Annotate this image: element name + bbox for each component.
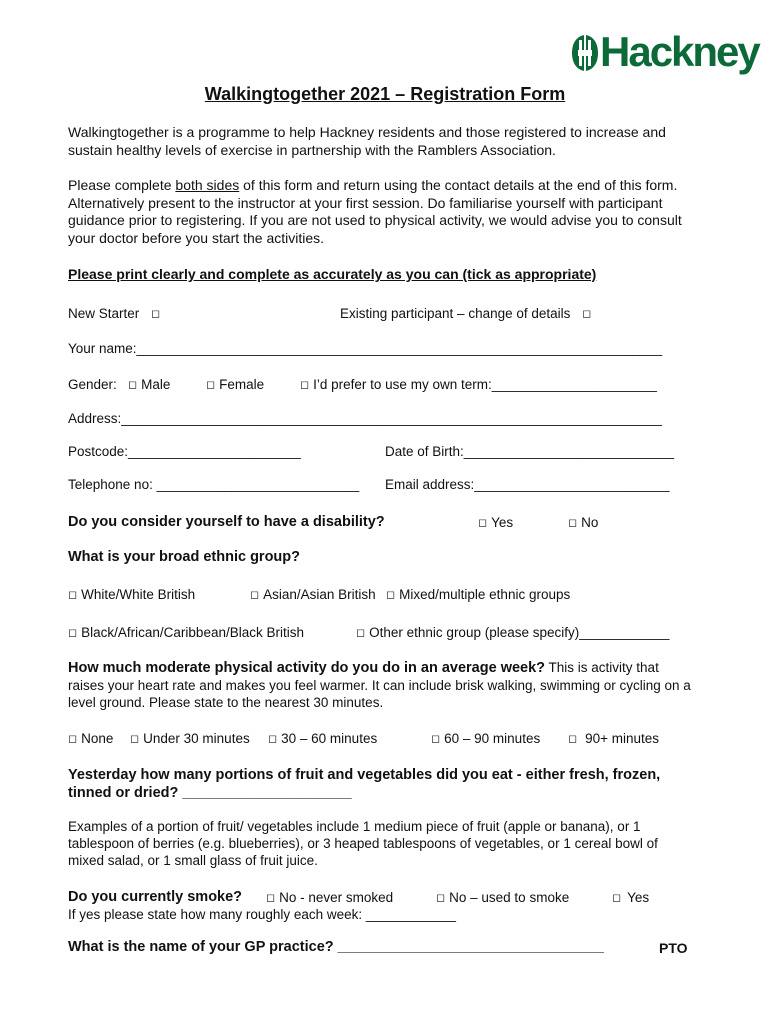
ethnic-asian-option[interactable]	[250, 587, 376, 602]
fruit-examples: Examples of a portion of fruit/ vegetables include 1 medium piece of fruit (apple or banana), or 1 tablespoon of berries (e.g. blueberries), or 3 heaped tablespoons of vegetables, or 1 cereal bowl of mixed salad, or 1 small glass of fruit juice.	[68, 819, 658, 868]
logo-text: Hackney	[600, 28, 759, 75]
disability-no-option[interactable]	[568, 515, 598, 530]
gender-female-checkbox[interactable]: ◻	[206, 379, 216, 391]
gender-male-label: Male	[141, 377, 171, 392]
ethnic-mixed-label: Mixed/multiple ethnic groups	[399, 587, 571, 602]
activity-60-90-option[interactable]	[431, 731, 540, 746]
instructions-underlined: both sides	[175, 177, 240, 193]
smoke-followup-field[interactable]: If yes please state how many roughly each week: ____________	[68, 907, 457, 922]
smoke-question: Do you currently smoke?	[68, 889, 243, 905]
activity-30-60-checkbox[interactable]: ◻	[268, 733, 278, 745]
gender-own-term-label: I’d prefer to use my own term:______________________	[313, 377, 657, 392]
smoke-never-option[interactable]	[266, 890, 393, 905]
new-starter-row[interactable]	[68, 306, 164, 321]
intro-paragraph: Walkingtogether is a programme to help Hackney residents and those registered to increase and sustain healthy levels of exercise in partnership with the Ramblers Association.	[68, 124, 666, 158]
gender-male-checkbox[interactable]: ◻	[128, 379, 138, 391]
ethnic-asian-label: Asian/Asian British	[263, 587, 376, 602]
activity-60-90-label: 60 – 90 minutes	[444, 731, 541, 746]
disability-no-checkbox[interactable]: ◻	[568, 517, 578, 529]
gp-question-field[interactable]: What is the name of your GP practice? _________________________________	[68, 939, 604, 955]
activity-none-checkbox[interactable]: ◻	[68, 733, 78, 745]
gender-own-term-checkbox[interactable]: ◻	[300, 379, 310, 391]
ethnic-other-label: Other ethnic group (please specify)____________	[369, 625, 670, 640]
instructions-post: of this form and return using the contact details at the end of this form. Alternatively present to the instructor at your first session. Do familiarise yourself with participant guidance prior to registering. If you are not used to physical activity, we would advise you to consult your doctor before you start the activities.	[68, 177, 682, 246]
fruit-question[interactable]: Yesterday how many portions of fruit and vegetables did you eat - either fresh, frozen, tinned or dried? _____________________	[68, 767, 661, 801]
ethnic-mixed-checkbox[interactable]: ◻	[386, 589, 396, 601]
activity-90plus-checkbox[interactable]: ◻	[568, 733, 578, 745]
smoke-used-checkbox[interactable]: ◻	[436, 892, 446, 904]
gender-male-option[interactable]	[128, 377, 170, 392]
postcode-field[interactable]: Postcode:_______________________	[68, 444, 301, 459]
activity-question	[68, 659, 692, 711]
instructions-paragraph	[68, 177, 698, 247]
ethnic-black-label: Black/African/Caribbean/Black British	[81, 625, 304, 640]
ethnic-asian-checkbox[interactable]: ◻	[250, 589, 260, 601]
ethnic-black-checkbox[interactable]: ◻	[68, 627, 78, 639]
activity-under30-option[interactable]	[130, 731, 250, 746]
gender-own-term-option[interactable]	[300, 377, 657, 392]
telephone-field[interactable]: Telephone no: ___________________________	[68, 477, 360, 492]
disability-no-label: No	[581, 515, 599, 530]
page-title: Walkingtogether 2021 – Registration Form	[204, 84, 566, 104]
smoke-yes-option[interactable]	[612, 890, 649, 905]
ethnic-black-option[interactable]	[68, 625, 304, 640]
ethnic-other-checkbox[interactable]: ◻	[356, 627, 366, 639]
email-field[interactable]: Email address:__________________________	[385, 477, 670, 492]
activity-30-60-option[interactable]	[268, 731, 377, 746]
new-starter-label: New Starter	[68, 306, 140, 321]
address-field[interactable]: Address:________________________________________________________________________	[68, 411, 662, 426]
activity-question-bold: How much moderate physical activity do you do in an average week?	[68, 660, 546, 676]
smoke-never-checkbox[interactable]: ◻	[266, 892, 276, 904]
smoke-used-option[interactable]	[436, 890, 569, 905]
smoke-used-label: No – used to smoke	[449, 890, 570, 905]
new-starter-checkbox[interactable]: ◻	[151, 308, 161, 320]
gender-label: Gender:	[68, 377, 117, 392]
disability-yes-checkbox[interactable]: ◻	[478, 517, 488, 529]
activity-90plus-label: 90+ minutes	[585, 731, 660, 746]
pto-label: PTO	[659, 940, 688, 956]
ethnic-other-option[interactable]	[356, 625, 669, 640]
ethnic-white-label: White/White British	[81, 587, 196, 602]
disability-question: Do you consider yourself to have a disability?	[68, 514, 385, 530]
smoke-yes-checkbox[interactable]: ◻	[612, 892, 622, 904]
your-name-field[interactable]: Your name:______________________________________________________________________	[68, 341, 663, 356]
disability-yes-label: Yes	[491, 515, 514, 530]
disability-yes-option[interactable]	[478, 515, 513, 530]
existing-participant-label: Existing participant – change of details	[340, 306, 571, 321]
instructions-pre: Please complete	[68, 177, 176, 193]
gender-female-label: Female	[219, 377, 265, 392]
ethnic-white-option[interactable]	[68, 587, 195, 602]
activity-90plus-option[interactable]	[568, 731, 659, 746]
activity-30-60-label: 30 – 60 minutes	[281, 731, 378, 746]
activity-under30-checkbox[interactable]: ◻	[130, 733, 140, 745]
ethnic-mixed-option[interactable]	[386, 587, 570, 602]
ethnic-question: What is your broad ethnic group?	[68, 549, 300, 565]
print-note: Please print clearly and complete as accurately as you can (tick as appropriate)	[68, 266, 597, 282]
hackney-logo	[570, 28, 759, 79]
smoke-never-label: No - never smoked	[279, 890, 394, 905]
ethnic-white-checkbox[interactable]: ◻	[68, 589, 78, 601]
existing-participant-checkbox[interactable]: ◻	[582, 308, 592, 320]
smoke-yes-label: Yes	[627, 890, 650, 905]
dob-field[interactable]: Date of Birth:____________________________	[385, 444, 675, 459]
activity-none-label: None	[81, 731, 114, 746]
activity-none-option[interactable]	[68, 731, 113, 746]
activity-question-rest: This is activity that raises your heart rate and makes you feel warmer. It can include brisk walking, swimming or cycling on a level ground. Please state to the nearest 30 minutes.	[68, 660, 691, 710]
gender-female-option[interactable]	[206, 377, 264, 392]
hackney-h-mark-icon	[570, 31, 600, 75]
activity-under30-label: Under 30 minutes	[143, 731, 250, 746]
activity-60-90-checkbox[interactable]: ◻	[431, 733, 441, 745]
existing-participant-row[interactable]	[340, 306, 595, 321]
